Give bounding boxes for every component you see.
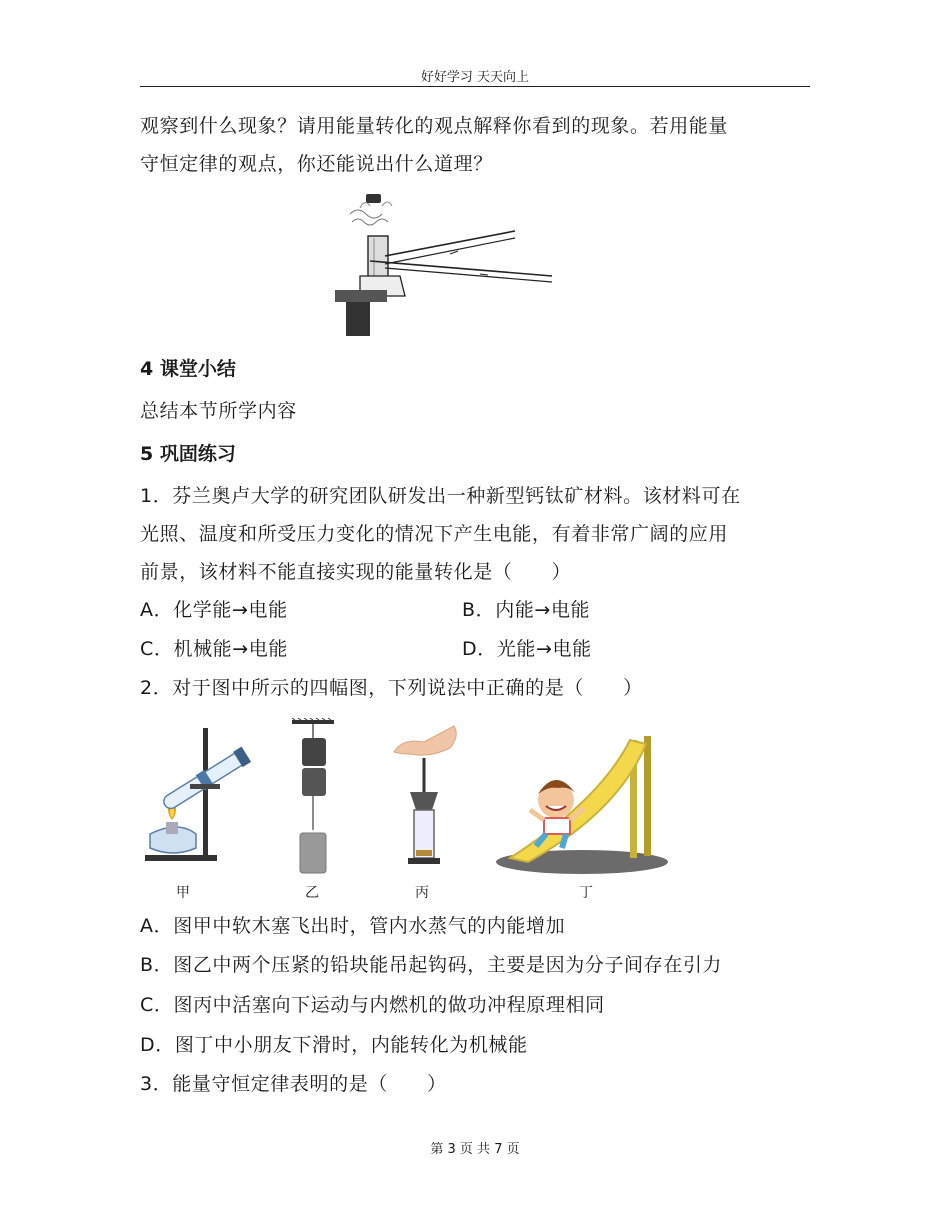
- section4-body: 总结本节所学内容: [140, 400, 297, 422]
- header-rule: [140, 86, 810, 87]
- intro-line-1: 观察到什么现象？请用能量转化的观点解释你看到的现象。若用能量: [140, 115, 729, 137]
- figure-caption-jia: 甲: [176, 885, 190, 901]
- q2-option-a: A．图甲中软木塞飞出时，管内水蒸气的内能增加: [140, 915, 566, 937]
- figure-yi-lead-blocks: [288, 718, 338, 876]
- intro-line-2: 守恒定律的观点，你还能说出什么道理？: [140, 153, 493, 175]
- q1-option-b: B．内能→电能: [462, 599, 591, 621]
- q1-line-2: 光照、温度和所受压力变化的情况下产生电能，有着非常广阔的应用: [140, 523, 729, 545]
- friction-experiment-figure: [330, 186, 555, 336]
- q1-line-1: 1．芬兰奥卢大学的研究团队研发出一种新型钙钛矿材料。该材料可在: [140, 485, 741, 507]
- page-header: 好好学习 天天向上: [420, 70, 530, 85]
- figure-ding-slide: [494, 730, 670, 878]
- q1-option-a: A．化学能→电能: [140, 599, 288, 621]
- figure-caption-yi: 乙: [305, 885, 319, 901]
- figure-bing-piston-cylinder: [392, 722, 462, 870]
- q3-stem: 3．能量守恒定律表明的是（ ）: [140, 1073, 447, 1095]
- q1-option-d: D．光能→电能: [462, 638, 592, 660]
- q2-option-b: B．图乙中两个压紧的铅块能吊起钩码，主要是因为分子间存在引力: [140, 954, 723, 976]
- section5-title: 5 巩固练习: [140, 443, 236, 465]
- page-footer: 第 3 页 共 7 页: [430, 1142, 520, 1157]
- figure-caption-ding: 丁: [579, 885, 593, 901]
- q2-option-d: D．图丁中小朋友下滑时，内能转化为机械能: [140, 1034, 528, 1056]
- figure-caption-bing: 丙: [415, 885, 429, 901]
- q1-line-3: 前景，该材料不能直接实现的能量转化是（ ）: [140, 561, 572, 583]
- figure-jia-test-tube: [140, 722, 260, 867]
- q2-stem: 2．对于图中所示的四幅图，下列说法中正确的是（ ）: [140, 677, 643, 699]
- q1-option-c: C．机械能→电能: [140, 638, 288, 660]
- q2-option-c: C．图丙中活塞向下运动与内燃机的做功冲程原理相同: [140, 994, 605, 1016]
- section4-title: 4 课堂小结: [140, 358, 236, 380]
